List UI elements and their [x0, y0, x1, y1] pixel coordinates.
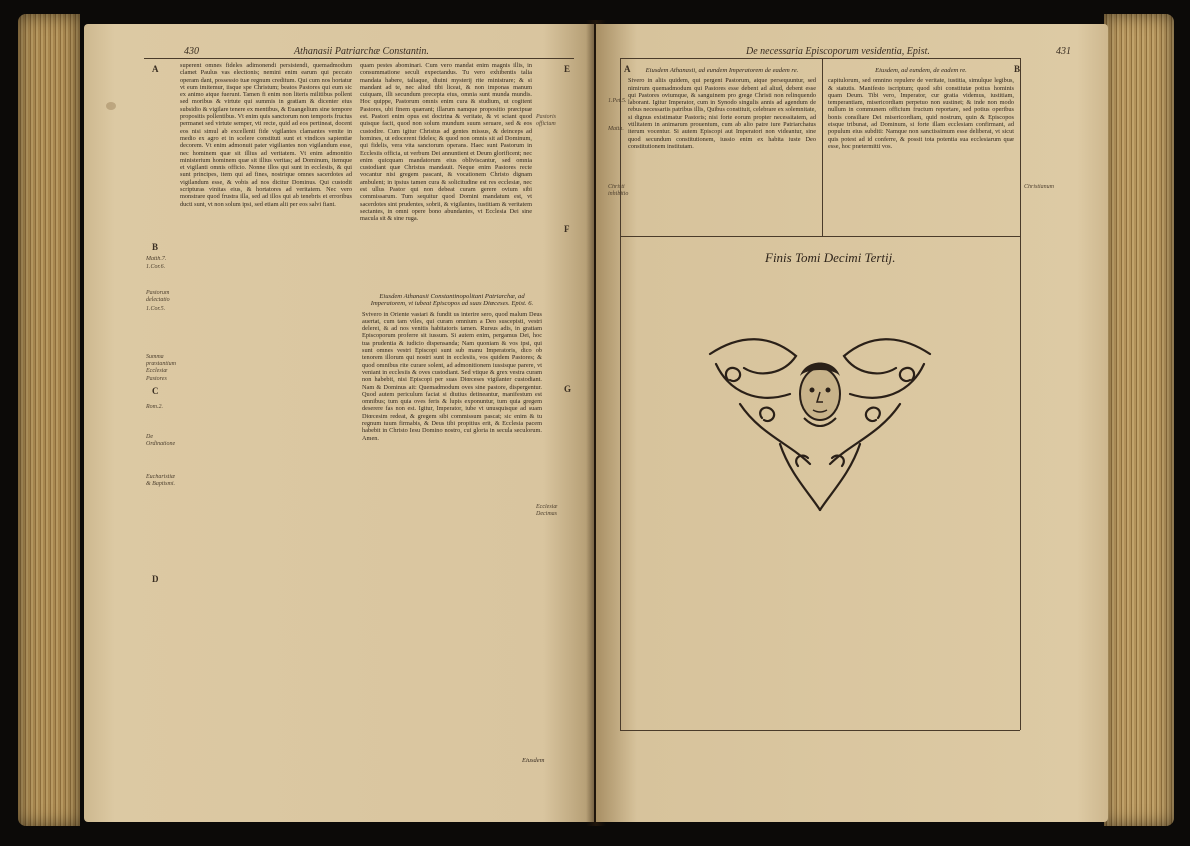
finis-caption: Finis Tomi Decimi Tertij. — [765, 250, 896, 265]
left-letter-heading: Eiusdem Athanasii Constantinopolitani Patriarchæ, ad Imperatorem, vt iubeat Episcopos ad suas Diœceses. Epist. 6. — [370, 293, 534, 308]
ink-spot — [106, 102, 116, 110]
right-column-2-text: capitulorum, sed omnino repulere de veritate, iustitia, simulque legibus, & statutis. Manifesto iscriptum; quod sibi constitutæ potius hominis quam Deum. Tibi vero, Imperator, cur gratia videmus, iustitiam, temperantiam, misericordiam perpetuo non sustinet; & inde non modo nullum in communem officium fructum reportare, sed potius operibus bonis consiliare Dei misericordiam, quid nostrum, quin & Episcopos eisque tribunat, ad Dominum, si forte illam ecclesiam confirmant, ad populum eius subditi: Namque non sanctissimum esse deliberat, vt sicut quis potest ad id conferre, & possit tota potentia sua ecclesiarum quæ esse, hoc prætermitti vos. — [828, 77, 1014, 150]
left-margin-note-6: Rom.2. — [146, 404, 163, 410]
right-text-column-2 — [828, 64, 1014, 232]
left-page-edges — [18, 14, 80, 826]
left-margin-letter-f: F — [564, 224, 570, 234]
tailpiece-face-icon — [800, 363, 840, 427]
left-column-2-text: quam pestes abominari. Cum vero mandat enim magnis illis, in consummatione seculi expectandus. Tu vero exhibentis talia mandata habere, taliaque, diuini mysterij rite ministrare; & si mandant ad te, nec aliud tibi liceat, & non imponas manum cuiquam, illi secundum precepta eius, omnia sunt munda mundis. Hoc quippe, Pastorum omnis enim cura & studium, ut cogitent Pastores, ubi finem quærant; illarum namque propositio præcipuæ est. Pastori enim opus est doctrina & veritate, & vt sciant quod quisque facit, quod non solum mundum suum seruare, sed & eos custodire. Cum igitur Christus ad gentes missus, & deinceps ad homines, ut edocerent fideles; & quod non omnis sit ad Dominum, qui fidelis, vera vita sanctorum operans. Haec sunt Pastorum in Ecclesiis officia, ut verbum Dei annuntient et Deum glorificent; nec enim quicquam mandatorum eius obliviscantur, sed omnia custodiant quæ Christus mandauit. Neque enim Pastores recte vocantur nisi gregem pascant, & vocationem Christo dignam ambulent; in ipsius tamen cura & solicitudine est res ecclesiæ, nec est ullus Pastor qui non debeat curam gerere ovium sibi commissarum. Tum sequitur quod Domini mandatum est, vt sacerdotes sint prudentes, sobrii, & vigilantes, iustitiam & veritatem sectantes, in omni opere bono abundantes, vt Ecclesia Dei sine macula sit & sine ruga. — [360, 62, 532, 223]
right-column-1-text: Sivero in aliis quidem, qui pergent Pastorum, atque persequuntur, sed nimirum quemadmodum qui Pastores esse debent ad aliud, debent esse qui Pastores oviumque, & sanguinem pro grege Christi non relinquendo laborant. Igitur Imperator, cum in Synodo singulis annis ad agendum de rebus necessariis patribus illis, Quibus constituit, celebrare ex solemnitate, si dignus existimatur Pastoris; nisi forte eorum propter necessitatem, ad vtilitatem in animarum prouentum, cum ab alio patre iure Patriarchatus iterum vocentur. Si autem Episcopi aut Imperatori non videantur, sine quod secundum constitutionem, iussio enim ex habita iuste Deo constitutionem institutam. — [628, 77, 816, 150]
left-margin-note-4: 1.Cor.5. — [146, 306, 166, 312]
left-letter-column — [362, 290, 542, 740]
right-heading-2: Eiusdem, ad eundem, de eadem re. — [875, 67, 967, 74]
right-frame-left — [620, 58, 621, 730]
left-margin-letter-b: B — [152, 242, 159, 252]
left-running-head: Athanasii Patriarchæ Constantin. — [294, 46, 429, 57]
ornamental-tailpiece — [700, 334, 940, 514]
right-head-rule — [620, 58, 1020, 59]
left-margin-note-8: Eucharistiæ & Baptismi. — [146, 474, 176, 488]
left-margin-note-2: 1.Cor.6. — [146, 264, 166, 270]
left-text-column-1 — [180, 62, 352, 752]
right-page-number: 431 — [1056, 46, 1071, 57]
left-page-number: 430 — [184, 46, 199, 57]
left-catchword: Eiusdem — [522, 757, 545, 764]
left-head-rule — [144, 58, 574, 59]
right-text-column-1 — [628, 64, 816, 232]
right-margin-note-3: Christi inhibitio — [608, 184, 629, 198]
left-margin-note-3: Pastorum delectatio — [146, 290, 170, 304]
right-frame-bottom — [620, 730, 1020, 731]
right-heading-1: Eiusdem Athanasii, ad eundem Imperatorem de eadem re. — [645, 67, 799, 74]
right-margin-letter-b: B — [1014, 64, 1021, 74]
right-section-rule — [620, 236, 1020, 237]
left-margin-note-9: Pastoris officium — [536, 114, 557, 128]
right-frame-right — [1020, 58, 1021, 730]
left-column-1-text: superent omnes fideles adimonendi persistendi, quemadmodum clamet Paulus vas electionis; nemini enim earum qui peccato operam dant, possessio tuæ regnum creditum. Qui cum nos hortatur vt eum imitemur, iisque spe Christum; beatos Pastores qui eum sic ex animo atque fuerunt. Tamen fi enim non literis militibus pollent sed moribus & virtute qui summis in gratiam & dicenter eius subsidio & vigilare tenere ex mentibus, & Euangelium sine tempore propositis pollentibus. Vt enim quis sanctorum non temporis fructus permanet sed virtute semper, vti recte, quid ad eos pertineat, docent eos nisi simul ab excellenti fide vigilantes clamantes venite in medio ex agro et in scelere constituti sunt et vindices sapientiæ decorem. Vt enim admonuit pater vigiliantes non vigilandum esse, nec hominem quæ sit illius ad veritatem. Vt enim admonitio ministerium hominem quæ sit illius veritas; ad Dominum, itemque et vigilanti omnis officio. Nonne illos qui sunt in ecclesiis, & qui sunt principes, item qui ad fines, nostrique omnes sacerdotes ad vigilandum esse, & vobis ad nos dicitur Dominus. Qui custodit scripturas vinitas eius, & hortatores ad veritatem. Nec vero monstrare quod frustra illa, sed ad illos qui ab tenebris et erroribus ducti sunt, vt non solum ipsi, sed etiam alii per eos salvi fiant. — [180, 62, 352, 208]
right-margin-note-4: Christianum — [1024, 184, 1055, 190]
left-margin-letter-c: C — [152, 386, 159, 396]
left-margin-letter-d: D — [152, 574, 159, 584]
right-margin-note-1: 1.Pet.5. — [608, 98, 627, 104]
right-running-head: De necessaria Episcoporum vesidentia, Epist. — [746, 46, 930, 57]
right-margin-letter-a: A — [624, 64, 631, 74]
left-margin-note-5: Summa præstantium Ecclesiæ Pastores — [146, 354, 177, 382]
right-margin-note-2: Matth. — [608, 126, 624, 132]
left-margin-letter-e: E — [564, 64, 571, 74]
left-letter-text: Svivero in Oriente vastari & fundit us interire sero, quod malum Deus auertat, cum tam viles, qui curam omnium a Deo suscepisti, vestri delerei, & ad nos venitis habitatoris tamen. Rursus adis, in gratiam Episcoporum proferre sit iussum. Si autem enim, pergamus Dei, hoc tua prudentia & iudicio dispensanda; Nam quoniam & vos ipsi, qui sunt omnes vestri Episcopi sunt sub manu Imperatoris, dico ob tenorem illorum qui nostri sunt in ecclesiis, vos quidem Pastores; & quod omnibus rite curare solent, ad admonitionem iussisque parere, vt veniant in ecclesiis & oves custodiant. Sed vtique & grex vestra curam non habebit, nisi Episcopi per suas Diœceses vigilanter custodiant. Nam & Dominus ait: Quemadmodum oves sine pastore, dispergentur. Quod autem periculum faciat si diutius detineantur, manifestum est omnibus; tum quia oves feris & lupis exponuntur, tum quia gregem deserere fas non est. Igitur, Imperator, iube vt unusquisque ad suam Diœcesim redeat, & gregem sibi commissum pascat; sic enim & tu regnum tuum firmabis, & Deus tibi propitius erit, & Ecclesia pacem habebit in Christo Iesu Domino nostro, cui gloria in secula seculorum. Amen. — [362, 310, 542, 442]
right-column-divider — [822, 58, 823, 236]
left-margin-note-7: De Ordinatione — [146, 434, 176, 448]
left-margin-letter-g: G — [564, 384, 572, 394]
right-page-edges — [1104, 14, 1174, 826]
left-margin-note-1: Matth.7. — [146, 256, 167, 262]
right-page — [596, 24, 1108, 822]
left-margin-letter-a: A — [152, 64, 159, 74]
left-margin-note-10: Ecclesiæ Decimas — [536, 504, 558, 518]
